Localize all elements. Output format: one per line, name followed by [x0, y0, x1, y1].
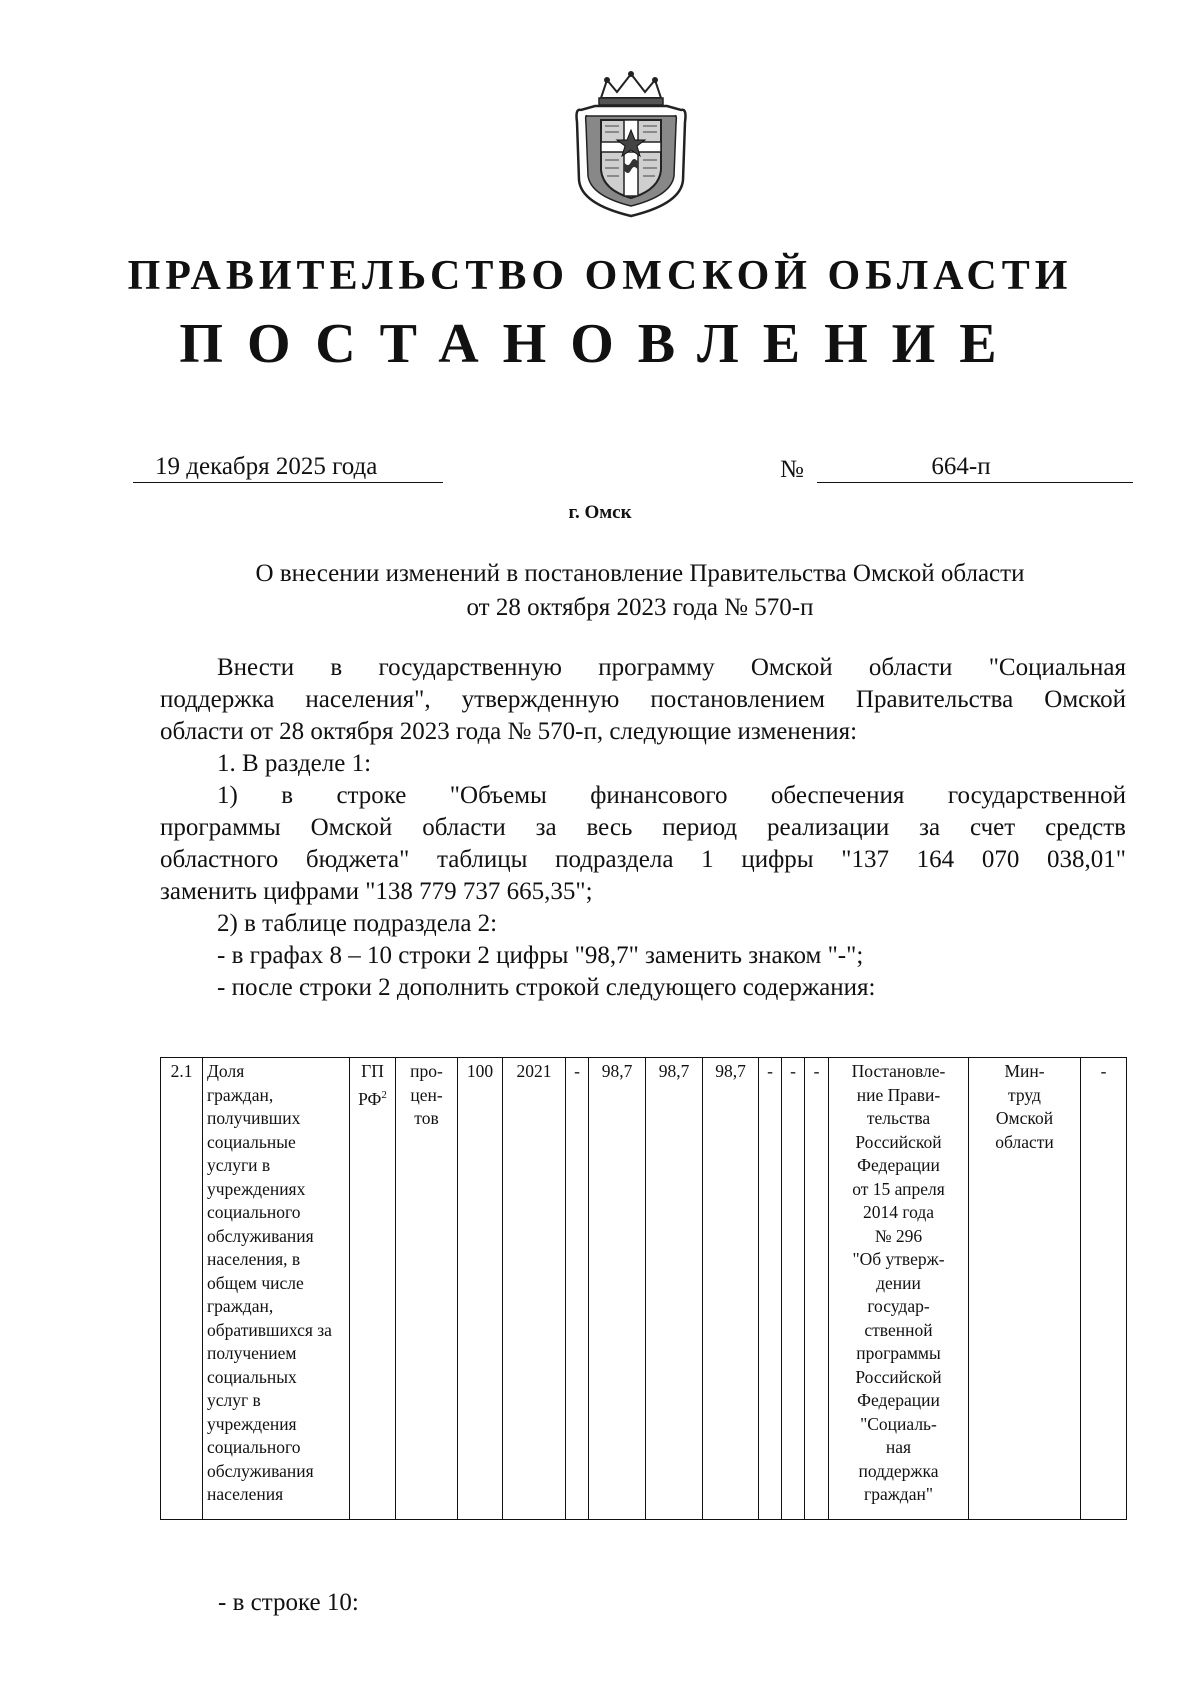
item-1-2: 2) в таблице подраздела 2:	[217, 910, 498, 937]
next-instruction: - в строке 10:	[218, 1589, 359, 1616]
document-date: 19 декабря 2025 года	[133, 452, 443, 483]
cell-col-7: -	[566, 1058, 589, 1520]
cell-col-16: -	[1081, 1058, 1127, 1520]
item-1-1-line-2: программы Омской области за весь период реализации за счет средств	[160, 814, 1126, 841]
cell-col-10: 98,7	[703, 1058, 759, 1520]
intro-line-2: поддержка населения", утвержденную постановлением Правительства Омской	[160, 686, 1126, 713]
cell-col-8: 98,7	[589, 1058, 646, 1520]
intro-line-3: области от 28 октября 2023 года № 570-п, следующие изменения:	[160, 718, 858, 745]
document-number: 664-п	[817, 452, 1133, 483]
document-body	[160, 652, 1126, 1004]
document-subject	[140, 557, 1140, 625]
city: г. Омск	[568, 502, 632, 523]
cell-col-9: 98,7	[646, 1058, 703, 1520]
cell-document: Постановле- ние Прави- тельства Российской Федерации от 15 апреля 2014 года № 296 "Об утверж- дении государ- ственной программы Российской Федерации "Социаль- ная поддержка граждан"	[829, 1058, 969, 1520]
cell-base-year: 2021	[503, 1058, 566, 1520]
table-row	[161, 1058, 1127, 1520]
amendment-table	[160, 1057, 1127, 1520]
source-text: ГП РФ	[358, 1061, 384, 1109]
cell-col-13: -	[805, 1058, 829, 1520]
government-title: ПРАВИТЕЛЬСТВО ОМСКОЙ ОБЛАСТИ	[127, 253, 1073, 299]
item-1-1-line-1: 1) в строке "Объемы финансового обеспечения государственной	[217, 782, 1126, 809]
cell-col-11: -	[759, 1058, 782, 1520]
number-label: №	[780, 456, 804, 483]
document-type-title: ПОСТАНОВЛЕНИЕ	[179, 313, 1021, 375]
omsk-coat-of-arms-icon	[571, 70, 691, 220]
bullet-1: - в графах 8 – 10 строки 2 цифры "98,7" заменить знаком "-";	[217, 942, 864, 969]
item-1: 1. В разделе 1:	[217, 750, 372, 777]
subject-line-2: от 28 октября 2023 года № 570-п	[466, 594, 814, 621]
cell-col-12: -	[782, 1058, 805, 1520]
item-1-1-line-4: заменить цифрами "138 779 737 665,35";	[160, 878, 593, 905]
cell-unit: про- цен- тов	[396, 1058, 458, 1520]
cell-indicator-name: Доля граждан, получивших социальные услуги в учреждениях социального обслуживания населения, в общем числе граждан, обратившихся за получением социальных услуг в учреждения социального обслуживания населения	[203, 1058, 350, 1520]
subject-line-1: О внесении изменений в постановление Правительства Омской области	[255, 560, 1025, 587]
cell-base-value: 100	[458, 1058, 503, 1520]
cell-source	[350, 1058, 396, 1520]
source-footnote: 2	[381, 1088, 387, 1101]
intro-line-1: Внести в государственную программу Омской области "Социальная	[217, 654, 1126, 681]
cell-responsible: Мин- труд Омской области	[969, 1058, 1081, 1520]
cell-number: 2.1	[161, 1058, 203, 1520]
item-1-1-line-3: областного бюджета" таблицы подраздела 1 цифры "137 164 070 038,01"	[160, 846, 1126, 873]
bullet-2: - после строки 2 дополнить строкой следующего содержания:	[217, 974, 876, 1001]
